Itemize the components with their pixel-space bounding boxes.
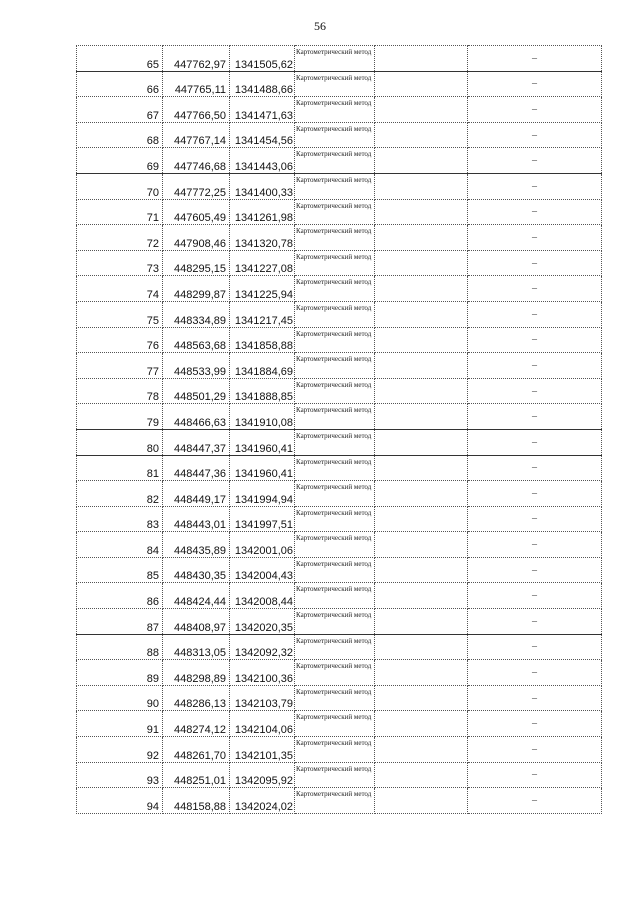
- table-row: [77, 762, 602, 788]
- x-coordinate-cell: 447766,50: [163, 97, 230, 123]
- y-coordinate-cell: 1341217,45: [230, 301, 295, 327]
- method-cell: Картометрический метод: [295, 199, 375, 225]
- coordinates-table-body: [77, 46, 602, 814]
- point-number-cell: 76: [77, 327, 163, 353]
- y-coordinate-cell: 1341888,85: [230, 378, 295, 404]
- y-coordinate-cell: 1342104,06: [230, 711, 295, 737]
- table-row: [77, 455, 602, 481]
- y-coordinate-cell: 1341960,41: [230, 455, 295, 481]
- table-row: [77, 148, 602, 174]
- point-number-cell: 72: [77, 225, 163, 251]
- table-row: [77, 429, 602, 455]
- page-number: 56: [314, 19, 326, 33]
- method-cell: Картометрический метод: [295, 71, 375, 97]
- table-row: [77, 250, 602, 276]
- method-cell: Картометрический метод: [295, 711, 375, 737]
- method-cell: Картометрический метод: [295, 301, 375, 327]
- method-cell: Картометрический метод: [295, 122, 375, 148]
- value-cell: –: [468, 557, 602, 583]
- value-cell: –: [468, 481, 602, 507]
- empty-cell: [375, 276, 468, 302]
- empty-cell: [375, 122, 468, 148]
- y-coordinate-cell: 1342008,44: [230, 583, 295, 609]
- x-coordinate-cell: 448274,12: [163, 711, 230, 737]
- y-coordinate-cell: 1341960,41: [230, 429, 295, 455]
- empty-cell: [375, 173, 468, 199]
- y-coordinate-cell: 1342001,06: [230, 532, 295, 558]
- y-coordinate-cell: 1341997,51: [230, 506, 295, 532]
- empty-cell: [375, 148, 468, 174]
- empty-cell: [375, 634, 468, 660]
- table-row: [77, 353, 602, 379]
- x-coordinate-cell: 448447,37: [163, 429, 230, 455]
- empty-cell: [375, 506, 468, 532]
- method-cell: Картометрический метод: [295, 378, 375, 404]
- point-number-cell: 85: [77, 557, 163, 583]
- y-coordinate-cell: 1341227,08: [230, 250, 295, 276]
- method-cell: Картометрический метод: [295, 583, 375, 609]
- empty-cell: [375, 685, 468, 711]
- table-row: [77, 634, 602, 660]
- point-number-cell: 77: [77, 353, 163, 379]
- empty-cell: [375, 353, 468, 379]
- value-cell: –: [468, 327, 602, 353]
- empty-cell: [375, 583, 468, 609]
- point-number-cell: 70: [77, 173, 163, 199]
- x-coordinate-cell: 448466,63: [163, 404, 230, 430]
- y-coordinate-cell: 1342100,36: [230, 660, 295, 686]
- table-row: [77, 583, 602, 609]
- y-coordinate-cell: 1341261,98: [230, 199, 295, 225]
- point-number-cell: 68: [77, 122, 163, 148]
- empty-cell: [375, 557, 468, 583]
- method-cell: Картометрический метод: [295, 46, 375, 72]
- point-number-cell: 89: [77, 660, 163, 686]
- value-cell: –: [468, 532, 602, 558]
- value-cell: –: [468, 429, 602, 455]
- value-cell: –: [468, 71, 602, 97]
- y-coordinate-cell: 1341858,88: [230, 327, 295, 353]
- point-number-cell: 71: [77, 199, 163, 225]
- table-row: [77, 46, 602, 72]
- method-cell: Картометрический метод: [295, 148, 375, 174]
- empty-cell: [375, 301, 468, 327]
- table-row: [77, 276, 602, 302]
- table-row: [77, 788, 602, 814]
- empty-cell: [375, 378, 468, 404]
- empty-cell: [375, 737, 468, 763]
- y-coordinate-cell: 1341471,63: [230, 97, 295, 123]
- value-cell: –: [468, 660, 602, 686]
- x-coordinate-cell: 448261,70: [163, 737, 230, 763]
- point-number-cell: 65: [77, 46, 163, 72]
- table-row: [77, 225, 602, 251]
- x-coordinate-cell: 448424,44: [163, 583, 230, 609]
- table-row: [77, 97, 602, 123]
- x-coordinate-cell: 448286,13: [163, 685, 230, 711]
- x-coordinate-cell: 448295,15: [163, 250, 230, 276]
- table-row: [77, 199, 602, 225]
- y-coordinate-cell: 1341910,08: [230, 404, 295, 430]
- table-row: [77, 173, 602, 199]
- y-coordinate-cell: 1342092,32: [230, 634, 295, 660]
- coordinates-table: [76, 45, 602, 814]
- point-number-cell: 94: [77, 788, 163, 814]
- value-cell: –: [468, 762, 602, 788]
- value-cell: –: [468, 583, 602, 609]
- method-cell: Картометрический метод: [295, 532, 375, 558]
- value-cell: –: [468, 276, 602, 302]
- point-number-cell: 81: [77, 455, 163, 481]
- y-coordinate-cell: 1341488,66: [230, 71, 295, 97]
- point-number-cell: 88: [77, 634, 163, 660]
- method-cell: Картометрический метод: [295, 481, 375, 507]
- y-coordinate-cell: 1342095,92: [230, 762, 295, 788]
- method-cell: Картометрический метод: [295, 353, 375, 379]
- value-cell: –: [468, 609, 602, 635]
- table-row: [77, 378, 602, 404]
- x-coordinate-cell: 447908,46: [163, 225, 230, 251]
- method-cell: Картометрический метод: [295, 609, 375, 635]
- value-cell: –: [468, 404, 602, 430]
- x-coordinate-cell: 448313,05: [163, 634, 230, 660]
- value-cell: –: [468, 685, 602, 711]
- table-row: [77, 404, 602, 430]
- empty-cell: [375, 609, 468, 635]
- y-coordinate-cell: 1342101,35: [230, 737, 295, 763]
- value-cell: –: [468, 250, 602, 276]
- method-cell: Картометрический метод: [295, 557, 375, 583]
- method-cell: Картометрический метод: [295, 634, 375, 660]
- y-coordinate-cell: 1341225,94: [230, 276, 295, 302]
- empty-cell: [375, 97, 468, 123]
- y-coordinate-cell: 1341454,56: [230, 122, 295, 148]
- value-cell: –: [468, 788, 602, 814]
- method-cell: Картометрический метод: [295, 737, 375, 763]
- point-number-cell: 67: [77, 97, 163, 123]
- method-cell: Картометрический метод: [295, 404, 375, 430]
- x-coordinate-cell: 448435,89: [163, 532, 230, 558]
- point-number-cell: 69: [77, 148, 163, 174]
- table-row: [77, 71, 602, 97]
- method-cell: Картометрический метод: [295, 685, 375, 711]
- x-coordinate-cell: 448449,17: [163, 481, 230, 507]
- point-number-cell: 91: [77, 711, 163, 737]
- x-coordinate-cell: 448298,89: [163, 660, 230, 686]
- value-cell: –: [468, 455, 602, 481]
- value-cell: –: [468, 46, 602, 72]
- point-number-cell: 83: [77, 506, 163, 532]
- table-row: [77, 481, 602, 507]
- x-coordinate-cell: 447762,97: [163, 46, 230, 72]
- value-cell: –: [468, 97, 602, 123]
- point-number-cell: 87: [77, 609, 163, 635]
- method-cell: Картометрический метод: [295, 660, 375, 686]
- empty-cell: [375, 327, 468, 353]
- y-coordinate-cell: 1341320,78: [230, 225, 295, 251]
- y-coordinate-cell: 1341400,33: [230, 173, 295, 199]
- table-row: [77, 122, 602, 148]
- empty-cell: [375, 250, 468, 276]
- x-coordinate-cell: 448251,01: [163, 762, 230, 788]
- value-cell: –: [468, 634, 602, 660]
- x-coordinate-cell: 448408,97: [163, 609, 230, 635]
- method-cell: Картометрический метод: [295, 173, 375, 199]
- x-coordinate-cell: 448299,87: [163, 276, 230, 302]
- y-coordinate-cell: 1342020,35: [230, 609, 295, 635]
- x-coordinate-cell: 448533,99: [163, 353, 230, 379]
- table-row: [77, 660, 602, 686]
- y-coordinate-cell: 1342024,02: [230, 788, 295, 814]
- point-number-cell: 84: [77, 532, 163, 558]
- value-cell: –: [468, 122, 602, 148]
- x-coordinate-cell: 448430,35: [163, 557, 230, 583]
- table-row: [77, 685, 602, 711]
- point-number-cell: 73: [77, 250, 163, 276]
- x-coordinate-cell: 447605,49: [163, 199, 230, 225]
- point-number-cell: 92: [77, 737, 163, 763]
- x-coordinate-cell: 448443,01: [163, 506, 230, 532]
- point-number-cell: 74: [77, 276, 163, 302]
- table-row: [77, 532, 602, 558]
- method-cell: Картометрический метод: [295, 455, 375, 481]
- y-coordinate-cell: 1342103,79: [230, 685, 295, 711]
- value-cell: –: [468, 506, 602, 532]
- value-cell: –: [468, 199, 602, 225]
- value-cell: –: [468, 711, 602, 737]
- table-row: [77, 327, 602, 353]
- value-cell: –: [468, 173, 602, 199]
- empty-cell: [375, 199, 468, 225]
- method-cell: Картометрический метод: [295, 225, 375, 251]
- x-coordinate-cell: 447767,14: [163, 122, 230, 148]
- empty-cell: [375, 429, 468, 455]
- empty-cell: [375, 46, 468, 72]
- value-cell: –: [468, 225, 602, 251]
- method-cell: Картометрический метод: [295, 788, 375, 814]
- method-cell: Картометрический метод: [295, 429, 375, 455]
- x-coordinate-cell: 448158,88: [163, 788, 230, 814]
- table-row: [77, 557, 602, 583]
- value-cell: –: [468, 301, 602, 327]
- empty-cell: [375, 455, 468, 481]
- x-coordinate-cell: 448501,29: [163, 378, 230, 404]
- point-number-cell: 66: [77, 71, 163, 97]
- table-row: [77, 301, 602, 327]
- point-number-cell: 86: [77, 583, 163, 609]
- value-cell: –: [468, 737, 602, 763]
- point-number-cell: 82: [77, 481, 163, 507]
- empty-cell: [375, 532, 468, 558]
- y-coordinate-cell: 1342004,43: [230, 557, 295, 583]
- point-number-cell: 93: [77, 762, 163, 788]
- table-row: [77, 506, 602, 532]
- empty-cell: [375, 762, 468, 788]
- empty-cell: [375, 71, 468, 97]
- value-cell: –: [468, 353, 602, 379]
- method-cell: Картометрический метод: [295, 97, 375, 123]
- method-cell: Картометрический метод: [295, 762, 375, 788]
- x-coordinate-cell: 447746,68: [163, 148, 230, 174]
- point-number-cell: 80: [77, 429, 163, 455]
- point-number-cell: 75: [77, 301, 163, 327]
- method-cell: Картометрический метод: [295, 276, 375, 302]
- y-coordinate-cell: 1341443,06: [230, 148, 295, 174]
- point-number-cell: 78: [77, 378, 163, 404]
- empty-cell: [375, 711, 468, 737]
- y-coordinate-cell: 1341994,94: [230, 481, 295, 507]
- method-cell: Картометрический метод: [295, 250, 375, 276]
- empty-cell: [375, 225, 468, 251]
- empty-cell: [375, 660, 468, 686]
- x-coordinate-cell: 447772,25: [163, 173, 230, 199]
- empty-cell: [375, 481, 468, 507]
- method-cell: Картометрический метод: [295, 506, 375, 532]
- y-coordinate-cell: 1341884,69: [230, 353, 295, 379]
- point-number-cell: 90: [77, 685, 163, 711]
- empty-cell: [375, 404, 468, 430]
- empty-cell: [375, 788, 468, 814]
- value-cell: –: [468, 148, 602, 174]
- value-cell: –: [468, 378, 602, 404]
- table-row: [77, 609, 602, 635]
- table-row: [77, 737, 602, 763]
- x-coordinate-cell: 448563,68: [163, 327, 230, 353]
- x-coordinate-cell: 447765,11: [163, 71, 230, 97]
- method-cell: Картометрический метод: [295, 327, 375, 353]
- x-coordinate-cell: 448334,89: [163, 301, 230, 327]
- x-coordinate-cell: 448447,36: [163, 455, 230, 481]
- y-coordinate-cell: 1341505,62: [230, 46, 295, 72]
- point-number-cell: 79: [77, 404, 163, 430]
- table-row: [77, 711, 602, 737]
